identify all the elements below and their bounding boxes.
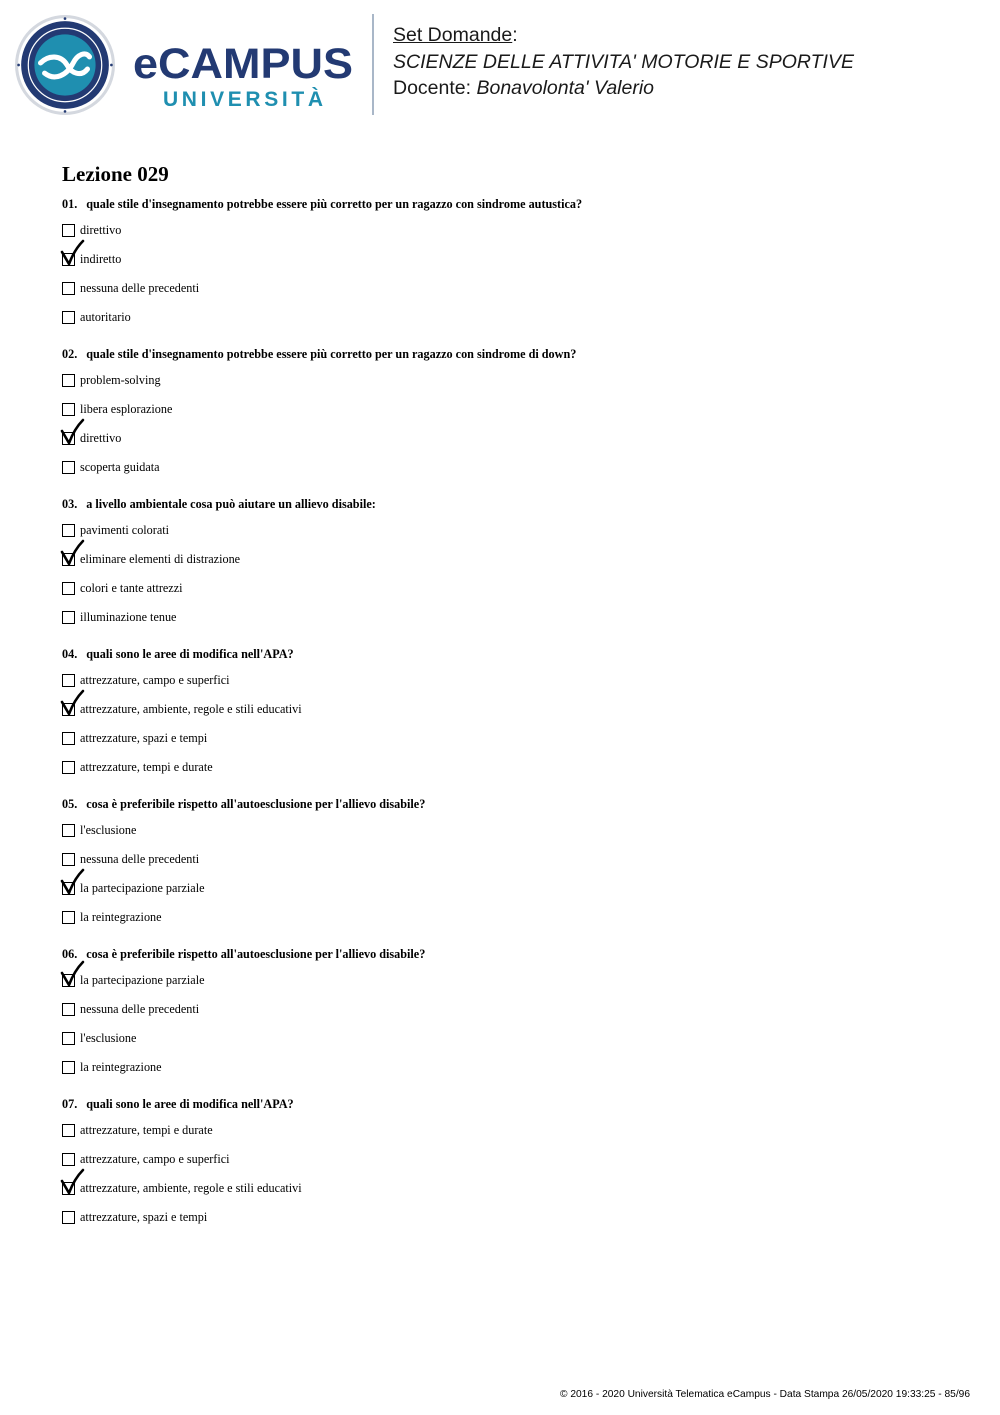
- checkbox[interactable]: [62, 582, 75, 595]
- checkbox-checked[interactable]: [62, 974, 75, 987]
- answer-option-label: la partecipazione parziale: [80, 881, 205, 895]
- question-number: 01.: [62, 197, 78, 211]
- question-number: 05.: [62, 797, 78, 811]
- question-text: quali sono le aree di modifica nell'APA?: [86, 1097, 294, 1111]
- answer-option-label: libera esplorazione: [80, 402, 173, 416]
- answer-option[interactable]: [62, 453, 962, 481]
- answer-option[interactable]: [62, 816, 962, 844]
- answer-option-label: direttivo: [80, 223, 122, 237]
- checkbox-checked[interactable]: [62, 253, 75, 266]
- answer-option-label: attrezzature, ambiente, regole e stili educativi: [80, 702, 302, 716]
- answer-option[interactable]: [62, 695, 962, 723]
- answer-option[interactable]: [62, 966, 962, 994]
- answer-option[interactable]: [62, 753, 962, 781]
- answer-option[interactable]: [62, 1116, 962, 1144]
- question: [62, 343, 962, 494]
- answer-option-label: scoperta guidata: [80, 460, 160, 474]
- answer-option[interactable]: [62, 903, 962, 931]
- question-text: cosa è preferibile rispetto all'autoesclusione per l'allievo disabile?: [86, 947, 426, 961]
- answer-option[interactable]: [62, 874, 962, 902]
- question-number: 04.: [62, 647, 78, 661]
- checkbox[interactable]: [62, 524, 75, 537]
- answer-option[interactable]: [62, 1053, 962, 1081]
- checkbox[interactable]: [62, 1124, 75, 1137]
- answer-option-label: eliminare elementi di distrazione: [80, 552, 241, 566]
- question-heading: [62, 793, 962, 815]
- answer-option[interactable]: [62, 1145, 962, 1173]
- question-list: [62, 194, 962, 1244]
- question-text: quali sono le aree di modifica nell'APA?: [86, 647, 294, 661]
- question-text: a livello ambientale cosa può aiutare un allievo disabile:: [86, 497, 376, 511]
- checkbox-checked[interactable]: [62, 432, 75, 445]
- checkbox[interactable]: [62, 732, 75, 745]
- checkbox[interactable]: [62, 1061, 75, 1074]
- answer-option-label: autoritario: [80, 310, 131, 324]
- header-divider: [372, 14, 374, 115]
- answer-option[interactable]: [62, 395, 962, 423]
- answer-option[interactable]: [62, 216, 962, 244]
- answer-option-label: nessuna delle precedenti: [80, 852, 200, 866]
- checkbox[interactable]: [62, 1153, 75, 1166]
- checkbox[interactable]: [62, 461, 75, 474]
- set-colon: :: [512, 24, 518, 46]
- answer-option-label: indiretto: [80, 252, 122, 266]
- ecampus-seal-logo: [14, 14, 116, 116]
- question-text: quale stile d'insegnamento potrebbe essere più corretto per un ragazzo con sindrome autustica?: [86, 197, 583, 211]
- question-number: 02.: [62, 347, 78, 361]
- question: [62, 193, 962, 344]
- answer-option-label: la partecipazione parziale: [80, 973, 205, 987]
- answer-option-label: pavimenti colorati: [80, 523, 170, 537]
- question-heading: [62, 943, 962, 965]
- answer-option[interactable]: [62, 245, 962, 273]
- question-number: 06.: [62, 947, 78, 961]
- checkbox[interactable]: [62, 761, 75, 774]
- checkbox-checked[interactable]: [62, 553, 75, 566]
- checkbox[interactable]: [62, 853, 75, 866]
- question: [62, 493, 962, 644]
- answer-option-label: attrezzature, ambiente, regole e stili educativi: [80, 1181, 302, 1195]
- answer-option-label: l'esclusione: [80, 1031, 137, 1045]
- question-text: quale stile d'insegnamento potrebbe essere più corretto per un ragazzo con sindrome di down?: [86, 347, 577, 361]
- answer-option[interactable]: [62, 1024, 962, 1052]
- answer-option-label: attrezzature, campo e superfici: [80, 1152, 230, 1166]
- question: [62, 643, 962, 794]
- checkbox[interactable]: [62, 611, 75, 624]
- question-text: cosa è preferibile rispetto all'autoesclusione per l'allievo disabile?: [86, 797, 426, 811]
- answer-option-label: l'esclusione: [80, 823, 137, 837]
- answer-option-label: attrezzature, spazi e tempi: [80, 731, 208, 745]
- answer-option-label: direttivo: [80, 431, 122, 445]
- question-heading: [62, 193, 962, 215]
- answer-option-label: problem-solving: [80, 373, 161, 387]
- question: [62, 793, 962, 944]
- answer-option[interactable]: [62, 545, 962, 573]
- checkbox[interactable]: [62, 224, 75, 237]
- answer-option[interactable]: [62, 995, 962, 1023]
- checkbox[interactable]: [62, 1003, 75, 1016]
- question: [62, 1093, 962, 1244]
- checkbox[interactable]: [62, 1211, 75, 1224]
- answer-option-label: nessuna delle precedenti: [80, 1002, 200, 1016]
- checkbox[interactable]: [62, 911, 75, 924]
- checkbox-checked[interactable]: [62, 1182, 75, 1195]
- answer-option[interactable]: [62, 574, 962, 602]
- checkbox-checked[interactable]: [62, 882, 75, 895]
- header-info: [393, 22, 983, 102]
- answer-option[interactable]: [62, 516, 962, 544]
- answer-option-label: nessuna delle precedenti: [80, 281, 200, 295]
- checkbox[interactable]: [62, 374, 75, 387]
- checkbox[interactable]: [62, 403, 75, 416]
- course-name: SCIENZE DELLE ATTIVITA' MOTORIE E SPORTIVE: [393, 50, 854, 73]
- answer-option[interactable]: [62, 424, 962, 452]
- question-heading: [62, 493, 962, 515]
- set-label: Set Domande: [393, 24, 513, 46]
- answer-option-label: attrezzature, tempi e durate: [80, 1123, 213, 1137]
- question-number: 03.: [62, 497, 78, 511]
- answer-option[interactable]: [62, 845, 962, 873]
- set-line: [393, 22, 983, 49]
- checkbox[interactable]: [62, 311, 75, 324]
- answer-option[interactable]: [62, 366, 962, 394]
- question-number: 07.: [62, 1097, 78, 1111]
- question-heading: [62, 343, 962, 365]
- answer-option[interactable]: [62, 603, 962, 631]
- answer-option[interactable]: [62, 1174, 962, 1202]
- wordmark-subtitle: UNIVERSITÀ: [163, 88, 323, 111]
- checkbox[interactable]: [62, 282, 75, 295]
- answer-option-label: la reintegrazione: [80, 910, 162, 924]
- answer-option-label: attrezzature, tempi e durate: [80, 760, 213, 774]
- checkbox-checked[interactable]: [62, 703, 75, 716]
- answer-option-label: attrezzature, campo e superfici: [80, 673, 230, 687]
- answer-option-label: colori e tante attrezzi: [80, 581, 183, 595]
- answer-option[interactable]: [62, 666, 962, 694]
- footer: © 2016 - 2020 Università Telematica eCampus - Data Stampa 26/05/2020 19:33:25 - 85/96: [560, 1389, 970, 1400]
- answer-option[interactable]: [62, 274, 962, 302]
- lesson-title: Lezione 029: [62, 162, 169, 186]
- teacher-label: Docente:: [393, 77, 477, 99]
- answer-option-label: attrezzature, spazi e tempi: [80, 1210, 208, 1224]
- ecampus-wordmark-logo: [133, 40, 355, 112]
- answer-option[interactable]: [62, 303, 962, 331]
- answer-option[interactable]: [62, 724, 962, 752]
- question-heading: [62, 643, 962, 665]
- checkbox[interactable]: [62, 824, 75, 837]
- answer-option-label: illuminazione tenue: [80, 610, 177, 624]
- teacher-line: [393, 75, 983, 102]
- answer-option-label: la reintegrazione: [80, 1060, 162, 1074]
- checkbox[interactable]: [62, 674, 75, 687]
- teacher-name: Bonavolonta' Valerio: [476, 77, 655, 99]
- question: [62, 943, 962, 1094]
- answer-option[interactable]: [62, 1203, 962, 1231]
- wordmark-text: eCAMPUS: [133, 40, 353, 88]
- checkbox[interactable]: [62, 1032, 75, 1045]
- question-heading: [62, 1093, 962, 1115]
